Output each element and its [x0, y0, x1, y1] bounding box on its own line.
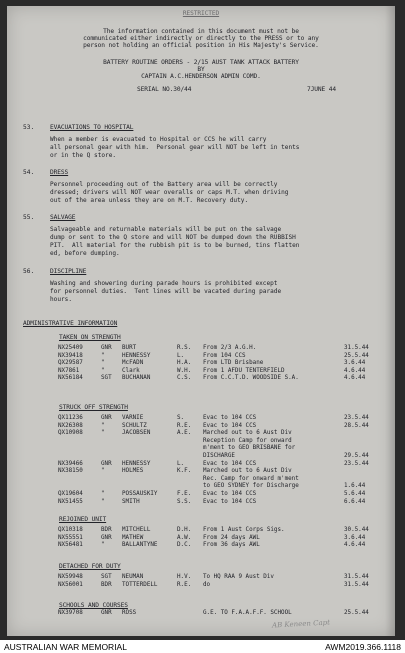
table-row [7, 415, 395, 422]
cell-note: to GEO SYDNEY for Discharge [203, 483, 299, 490]
cell-note: From C.C.T.D. WOODSIDE S.A. [203, 375, 299, 382]
cell-init: A.W. [177, 534, 192, 541]
table-row [7, 483, 395, 490]
cell-no: NX39418 [58, 352, 83, 359]
cell-date: 4.6.44 [344, 542, 366, 549]
cell-name: JACOBSEN [122, 430, 151, 437]
cell-date: 25.5.44 [344, 610, 369, 616]
table-row [7, 360, 395, 367]
cell-name: NEUMAN [122, 574, 144, 580]
table-row [7, 430, 395, 437]
table-row [7, 353, 395, 360]
cell-init: F.E. [177, 491, 192, 497]
cell-note: DISCHARGE [203, 453, 235, 459]
orders-author: CAPTAIN A.C.HENDERSON ADMIN COMD. [141, 73, 261, 80]
cell-date: 31.5.44 [344, 574, 369, 580]
section-line: ed, before dumping. [50, 250, 120, 257]
cell-no: QX29587 [58, 360, 83, 367]
cell-no: QX10318 [58, 527, 83, 533]
cell-note: From 1 Aust Corps Sigs. [203, 527, 285, 533]
cell-rank: GNR [101, 534, 112, 541]
cell-rank: GNR [101, 460, 112, 467]
cell-no: QX19604 [58, 491, 83, 497]
section-line: Salvageable and returnable materials will be put on the salvage [50, 226, 282, 233]
section-line: all personal gear with him. Personal gear will NOT be left in tents [50, 144, 300, 151]
cell-note: From 2/3 A.G.H. [203, 345, 257, 351]
cell-date: 3.6.44 [344, 534, 366, 541]
cell-name: POSSAUSKIY [122, 491, 158, 497]
footer-accession-number: AWM2019.366.1118 [325, 642, 401, 652]
section-line: Washing and showering during parade hours is prohibited except [50, 280, 278, 287]
orders-by: BY [197, 66, 205, 73]
cell-note: G.E. TO F.A.A.F.F. SCHOOL [203, 610, 292, 616]
section-line: for personnel duties. Tent lines will be vacated during parade [50, 288, 282, 295]
cell-rank: " [101, 360, 105, 367]
table-row [7, 610, 395, 617]
cell-no: NX38150 [58, 468, 83, 475]
table-row [7, 423, 395, 430]
cell-rank: " [101, 422, 105, 429]
cell-rank: " [101, 498, 105, 505]
handwritten-signature: AB Keneen Capt [271, 618, 331, 630]
cell-init: L. [177, 352, 185, 359]
cell-date: 29.5.44 [344, 453, 369, 459]
table-row [7, 574, 395, 581]
table-row [7, 375, 395, 382]
cell-no: NX51455 [58, 498, 83, 505]
cell-name: VARNIE [122, 415, 144, 421]
cell-no: NX7861 [58, 367, 80, 374]
cell-date: 6.6.44 [344, 498, 366, 505]
cell-note: do [203, 581, 211, 588]
cell-rank: BDR [101, 581, 112, 588]
cell-note: Evac to 104 CCS [203, 460, 257, 467]
table-row [7, 542, 395, 549]
cell-date: 5.6.44 [344, 491, 366, 497]
table-row [7, 476, 395, 483]
orders-date: 7JUNE 44 [307, 86, 337, 93]
cell-note: Evac to 104 CCS [203, 491, 257, 497]
cell-name: BUCHANAN [122, 375, 151, 382]
cell-rank: " [101, 491, 105, 497]
cell-rank: SGT [101, 375, 112, 382]
section-line: hours. [50, 296, 73, 303]
cell-note: Evac to 104 CCS [203, 415, 257, 421]
cell-no: NX25409 [58, 345, 83, 351]
table-row [7, 453, 395, 460]
cell-name: SCHULTZ [122, 422, 147, 429]
cell-rank: GNR [101, 415, 112, 421]
cell-note: Evac to 104 CCS [203, 422, 257, 429]
section-line: dump or sent to the Q store and will NOT be dumped down the RUBBISH [50, 234, 296, 241]
cell-no: NX56001 [58, 581, 83, 588]
table-row [7, 535, 395, 542]
cell-rank: SGT [101, 574, 112, 580]
serial-number: SERIAL NO.30/44 [137, 86, 192, 93]
subsection-heading: REJOINED UNIT [59, 516, 107, 523]
subsection-heading: STRUCK OFF STRENGTH [59, 404, 128, 411]
table-row [7, 438, 395, 445]
cell-init: H.V. [177, 574, 192, 580]
cell-rank: GNR [101, 345, 112, 351]
cell-date: 23.5.44 [344, 415, 369, 421]
cell-name: BALLANTYNE [122, 542, 158, 549]
table-row [7, 461, 395, 468]
cell-date: 31.5.44 [344, 581, 369, 588]
cell-name: MITCHELL [122, 527, 151, 533]
cell-rank: " [101, 430, 105, 437]
notice-line-1: The information contained in this document must not be [103, 28, 299, 35]
cell-name: SMITH [122, 498, 140, 505]
cell-note: m'ment to GEO BRISBANE for [203, 445, 296, 452]
cell-note: Rec. Camp for onward m'ment [203, 475, 299, 482]
cell-rank: " [101, 367, 105, 374]
section-number: 53. [23, 124, 35, 131]
cell-date: 3.6.44 [344, 360, 366, 367]
cell-name: MATHEW [122, 534, 144, 541]
section-number: 54. [23, 169, 35, 176]
cell-no: NX39466 [58, 460, 83, 467]
cell-date: 30.5.44 [344, 527, 369, 533]
cell-name: HOLMES [122, 468, 144, 475]
cell-date: 4.6.44 [344, 375, 366, 382]
cell-rank: GNR [101, 610, 112, 616]
cell-name: McFADN [122, 360, 144, 367]
cell-rank: BDR [101, 527, 112, 533]
cell-rank: " [101, 542, 105, 549]
cell-init: C.S. [177, 375, 192, 382]
cell-name: BURT [122, 345, 137, 351]
cell-init: L. [177, 460, 185, 467]
subsection-heading: TAKEN ON STRENGTH [59, 334, 121, 341]
cell-init: D.C. [177, 542, 192, 549]
cell-no: NX56481 [58, 542, 83, 549]
cell-no: NX55551 [58, 534, 83, 541]
subsection-heading: SCHOOLS AND COURSES [59, 602, 128, 609]
cell-init: H.A. [177, 360, 192, 367]
cell-rank: " [101, 352, 105, 359]
cell-init: A.E. [177, 430, 192, 437]
section-number: 55. [23, 214, 35, 221]
table-row [7, 491, 395, 498]
cell-init: R.E. [177, 581, 192, 588]
cell-no: NX26308 [58, 422, 83, 429]
section-line: out of the area unless they are on M.T. Recovery duty. [50, 197, 249, 204]
cell-no: NX59948 [58, 574, 83, 580]
cell-date: 23.5.44 [344, 460, 369, 467]
cell-name: ROSS [122, 610, 137, 616]
cell-name: HENNESSY [122, 352, 151, 359]
cell-note: From 1 AFDU TENTERFIELD [203, 367, 285, 374]
table-row [7, 345, 395, 352]
cell-init: S. [177, 415, 185, 421]
cell-no: QX10908 [58, 430, 83, 437]
section-line: PIT. All material for the rubbish pit is to be burned, tins flatten [50, 242, 300, 249]
section-number: 56. [23, 268, 35, 275]
cell-name: TOTTERDELL [122, 581, 158, 588]
cell-note: Marched out to 6 Aust Div [203, 430, 292, 437]
cell-note: From 104 CCS [203, 352, 246, 359]
cell-no: NX39708 [58, 610, 83, 616]
cell-init: R.S. [177, 345, 192, 351]
notice-line-3: person not holding an official position in His Majesty's Service. [83, 42, 319, 49]
table-row [7, 368, 395, 375]
cell-note: Evac to 104 CCS [203, 498, 257, 505]
section-title: DRESS [50, 169, 69, 176]
cell-date: 4.6.44 [344, 367, 366, 374]
cell-init: S.S. [177, 498, 192, 505]
cell-date: 25.5.44 [344, 352, 369, 359]
section-line: Personnel proceeding out of the Battery area will be correctly [50, 181, 278, 188]
orders-title: BATTERY ROUTINE ORDERS - 2/15 AUST TANK ATTACK BATTERY [103, 59, 299, 66]
section-title: DISCIPLINE [50, 268, 87, 275]
cell-rank: " [101, 468, 105, 475]
cell-no: QX11236 [58, 415, 83, 421]
cell-note: From LTD Brisbane [203, 360, 264, 367]
subsection-heading: DETACHED FOR DUTY [59, 563, 121, 570]
cell-date: 31.5.44 [344, 345, 369, 351]
cell-note: Marched out to 6 Aust Div [203, 468, 292, 475]
classification-heading: RESTRICTED [182, 10, 220, 17]
footer-archive-name: AUSTRALIAN WAR MEMORIAL [4, 642, 127, 652]
section-line: When a member is evacuated to Hospital or CCS he will carry [50, 136, 267, 143]
cell-init: R.E. [177, 422, 192, 429]
table-row [7, 582, 395, 589]
cell-init: W.H. [177, 367, 192, 374]
section-title: EVACUATIONS TO HOSPITAL [50, 124, 134, 131]
table-row [7, 468, 395, 475]
cell-no: NX56184 [58, 375, 83, 382]
cell-name: HENNESSY [122, 460, 151, 467]
cell-init: D.H. [177, 527, 192, 533]
table-row [7, 445, 395, 452]
document-page [7, 6, 395, 636]
section-title: SALVAGE [50, 214, 76, 221]
cell-date: 1.6.44 [344, 483, 366, 490]
cell-init: K.F. [177, 468, 192, 475]
cell-name: Clark [122, 367, 140, 374]
cell-note: From 24 days AWL [203, 534, 260, 541]
cell-date: 28.5.44 [344, 422, 369, 429]
cell-note: To HQ RAA 9 Aust Div [203, 574, 274, 580]
table-row [7, 527, 395, 534]
admin-heading: ADMINISTRATIVE INFORMATION [23, 320, 118, 327]
table-row [7, 499, 395, 506]
section-line: dressed; drivers will NOT wear overalls or caps M.T. when driving [50, 189, 289, 196]
cell-note: From 36 days AWL [203, 542, 260, 549]
section-line: or in the Q store. [50, 152, 117, 159]
cell-note: Reception Camp for onward [203, 437, 292, 444]
notice-line-2: communicated either indirectly or directly to the PRESS or to any [83, 35, 319, 42]
